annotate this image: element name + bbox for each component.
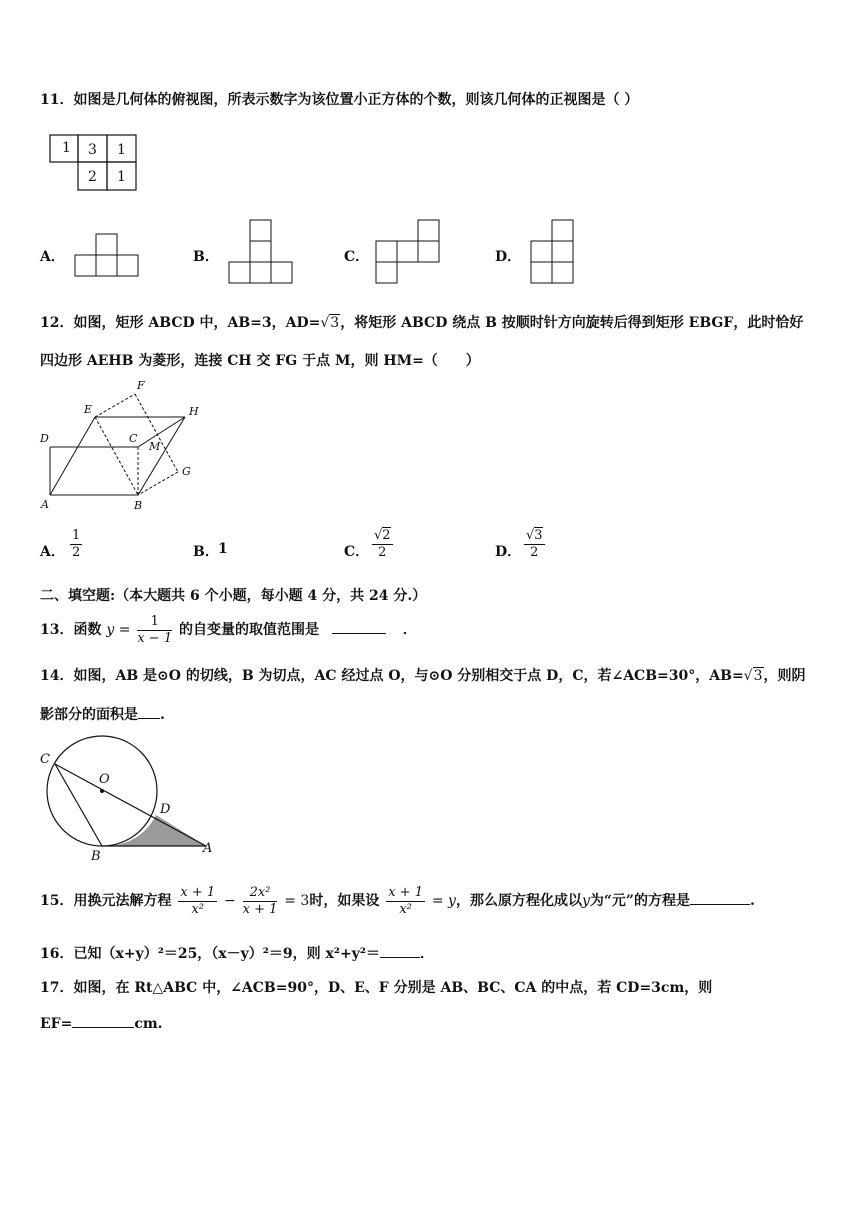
q14-stem-a: 如图，AB 是⊙O 的切线，B 为切点，AC 经过点 O，与⊙O 分别相交于点 D，C，若∠ACB=30°，AB=: [73, 668, 744, 684]
q12-option-b-label: B．: [193, 544, 219, 560]
q12-label-d: D: [40, 432, 49, 445]
grid-cell-1c: 1: [117, 169, 126, 185]
q13-stem-b: 的自变量的取值范围是: [178, 622, 319, 638]
q11-option-b-label: B．: [193, 249, 219, 265]
q11-number: 11．: [40, 92, 74, 108]
q12-label-c: C: [129, 432, 138, 445]
q14-label-a: A: [203, 841, 213, 856]
q13-y-eq: y =: [106, 622, 131, 638]
q14-line2: 影部分的面积是 .: [40, 707, 165, 723]
q12-label-g: G: [182, 465, 191, 478]
q12-option-a-label: A．: [40, 544, 65, 560]
q16-stem: 已知（x+y）²＝25，（x－y）²＝9，则 x²+y²＝: [73, 946, 381, 962]
q12-label-e: E: [84, 403, 93, 416]
q11-option-d-label: D．: [495, 249, 522, 265]
q17-number: 17．: [40, 980, 74, 996]
q11-stem: 如图是几何体的俯视图，所表示数字为该位置小正方体的个数，则该几何体的正视图是（ ）: [73, 92, 639, 108]
q12-option-b-value: 1: [218, 541, 228, 557]
q12-label-m: M: [149, 440, 161, 453]
q12-label-h: H: [189, 405, 199, 418]
q12-option-c-label: C．: [344, 544, 370, 560]
q13-text: 13．函数 y = $\frac{1}{x - 1}$ 的自变量的取值范围是 ．: [40, 613, 417, 646]
q15-text: 15．用换元法解方程 $\frac{x + 1}{\text{x²}}$ − $\frac{\text{2x²}}{x + 1}$ = 3时，如果设 $\frac{x + 1}{\text{x²}}$ = y，那么原方程化成以y为“元”的方程是 .: [40, 884, 755, 917]
q17-stem: 如图，在 Rt△ABC 中，∠ACB=90°，D、E、F 分别是 AB、BC、CA 的中点，若 CD=3cm，则: [73, 980, 713, 996]
q14-figure: [38, 738, 218, 863]
q15-stem-d: 为“元”的方程是: [589, 893, 690, 909]
q14-answer-blank: [138, 718, 160, 719]
q11-text: [40, 91, 638, 109]
q12-option-d-value: $\frac{√3}{2}$: [526, 528, 543, 560]
q12-label-b: B: [134, 499, 143, 512]
q15-fraction-1: $\frac{x + 1}{\text{x²}}$: [180, 884, 216, 917]
q12-line2: 四边形 AEHB 为菱形，连接 CH 交 FG 于点 M，则 HM=（ ）: [40, 353, 480, 369]
q12-label-a: A: [41, 498, 49, 511]
q14-line1: [40, 667, 806, 685]
q13-stem-a: 函数: [73, 622, 102, 638]
q14-stem-line2: 影部分的面积是: [40, 707, 138, 723]
q17-line2: [40, 1015, 163, 1033]
q14-label-c: C: [40, 752, 50, 767]
q15-answer-blank: [690, 904, 750, 905]
q16-text: 16．已知（x+y）²＝25，（x－y）²＝9，则 x²+y²＝ ．: [40, 946, 435, 962]
q15-stem-a: 用换元法解方程: [73, 893, 172, 909]
q11-option-b-figure: [228, 219, 298, 289]
q17-line1: [40, 979, 712, 997]
q14-stem-b: ，则阴: [763, 668, 806, 684]
q11-option-c-label: C．: [344, 249, 370, 265]
q17-ef-label: EF=: [40, 1016, 73, 1032]
q12-option-c-value: $\frac{√2}{2}$: [374, 528, 391, 560]
q11-option-c-figure: [375, 219, 445, 289]
q13-answer-blank: [332, 633, 386, 634]
q14-sqrt: √3: [743, 668, 763, 684]
q12-figure: [38, 378, 208, 512]
q17-answer-blank: [72, 1027, 134, 1028]
q12-number: 12．: [40, 315, 74, 331]
q13-fraction: $\frac{1}{x - 1}$: [137, 613, 173, 646]
q17-unit: cm.: [134, 1016, 163, 1032]
q16-number: 16．: [40, 946, 74, 962]
q12-stem-a: 如图，矩形 ABCD 中，AB=3，AD=: [73, 315, 321, 331]
q12-option-d-label: D．: [495, 544, 522, 560]
grid-cell-3: 3: [88, 142, 97, 158]
q16-answer-blank: [380, 957, 420, 958]
q11-option-a-figure: [74, 233, 144, 279]
q15-number: 15．: [40, 893, 74, 909]
q14-label-o: O: [99, 772, 110, 787]
q12-line1: [40, 314, 803, 332]
q11-option-d-figure: [530, 219, 580, 289]
q12-option-a-value: $\frac{1}{2}$: [72, 528, 81, 560]
q12-label-f: F: [137, 379, 145, 392]
grid-cell-1: 1: [62, 140, 71, 156]
section-2-title: 二、填空题:（本大题共 6 个小题，每小题 4 分，共 24 分.）: [40, 588, 427, 604]
grid-cell-1b: 1: [117, 142, 126, 158]
q14-label-d: D: [160, 802, 171, 817]
q15-stem-b: 时，如果设: [309, 893, 380, 909]
q12-stem-b: ，将矩形 ABCD 绕点 B 按顺时针方向旋转后得到矩形 EBGF，此时恰好: [340, 315, 804, 331]
q14-label-b: B: [91, 849, 101, 864]
q15-fraction-3: $\frac{x + 1}{\text{x²}}$: [388, 884, 423, 917]
q15-fraction-2: $\frac{\text{2x²}}{x + 1}$: [242, 884, 278, 917]
q13-number: 13．: [40, 622, 74, 638]
q14-number: 14．: [40, 668, 74, 684]
q11-option-a-label: A．: [40, 249, 65, 265]
grid-cell-2: 2: [88, 169, 97, 185]
q15-stem-c: ，那么原方程化成以: [455, 893, 582, 909]
q12-sqrt: √3: [320, 315, 340, 331]
